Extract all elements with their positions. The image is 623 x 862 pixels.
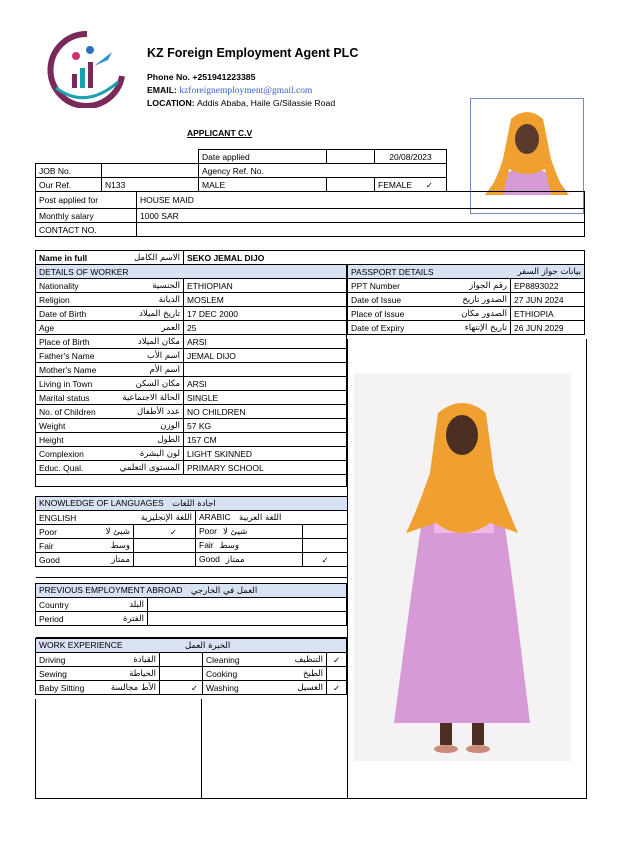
female-check: ✓ — [425, 179, 434, 190]
period-cell — [36, 612, 148, 626]
languages-title: KNOWLEDGE OF LANGUAGES — [39, 498, 164, 508]
country-label-ar: البلد — [129, 599, 144, 610]
work-skill-left-en: Sewing — [39, 668, 67, 679]
details-label: Living in Town — [39, 378, 93, 389]
details-label: Age — [39, 322, 55, 333]
passport-label-ar: تاريخ الإنتهاء — [464, 322, 507, 333]
details-value: ETHIOPIAN — [184, 279, 347, 293]
our-ref-value: N133 — [102, 178, 199, 192]
our-ref-label: Our Ref. — [36, 178, 102, 192]
languages-table — [35, 496, 348, 578]
details-value: PRIMARY SCHOOL — [184, 461, 347, 475]
english-level-check[interactable]: ✓ — [134, 525, 196, 539]
details-label-cell — [36, 335, 184, 349]
date-applied-value: 20/08/2023 — [375, 150, 447, 164]
language-levels — [36, 525, 348, 567]
details-rows — [36, 279, 347, 475]
english-level-label — [36, 539, 134, 553]
arabic-level-ar: وسط — [219, 541, 239, 551]
passport-label-cell — [348, 293, 511, 307]
details-label: Religion — [39, 294, 70, 305]
passport-label-cell — [348, 321, 511, 335]
date-applied-table — [198, 149, 447, 164]
previous-title-ar: العمل في الخارجي — [190, 586, 258, 596]
work-row — [36, 653, 347, 667]
period-label: Period — [39, 613, 64, 624]
work-skill-left-check[interactable] — [160, 653, 203, 667]
details-label: Complexion — [39, 448, 84, 459]
details-row — [36, 447, 347, 461]
language-level-row — [36, 553, 348, 567]
phone-line — [147, 72, 255, 82]
email-label: EMAIL: — [147, 85, 177, 95]
arabic-level-check[interactable] — [303, 539, 348, 553]
passport-label-cell — [348, 307, 511, 321]
arabic-level-check[interactable]: ✓ — [303, 553, 348, 567]
email-line — [147, 85, 312, 96]
email-link[interactable]: kzforeignemployment@gmail.com — [179, 86, 313, 96]
arabic-level-en: Fair — [199, 540, 214, 550]
details-row — [36, 321, 347, 335]
passport-label-ar: رقم الجواز — [469, 280, 507, 291]
work-skill-right-ar: الطبخ — [303, 668, 323, 679]
passport-row — [348, 279, 585, 293]
details-value: SINGLE — [184, 391, 347, 405]
details-label-ar: اسم الأب — [146, 350, 180, 361]
arabic-level-ar: ممتاز — [225, 555, 245, 565]
passport-value: ETHIOPIA — [511, 307, 585, 321]
english-header — [36, 511, 196, 525]
english-level-ar: شيئ لا — [105, 526, 130, 537]
details-row — [36, 377, 347, 391]
work-skill-left-en: Driving — [39, 654, 66, 665]
details-row — [36, 335, 347, 349]
job-no-value — [102, 164, 199, 178]
passport-label-cell — [348, 279, 511, 293]
post-label: Post applied for — [36, 192, 137, 209]
details-label-ar: الحالة الاجتماعية — [122, 392, 180, 403]
details-label-cell — [36, 447, 184, 461]
arabic-header — [196, 511, 348, 525]
location-label: LOCATION: — [147, 98, 195, 108]
previous-employment-table — [35, 583, 347, 638]
details-table — [35, 264, 347, 487]
details-label: Mother's Name — [39, 364, 97, 375]
work-skill-left — [36, 681, 160, 695]
name-label: Name in full — [39, 252, 88, 263]
details-label-cell — [36, 377, 184, 391]
details-label-cell — [36, 279, 184, 293]
passport-label: Date of Expiry — [351, 322, 405, 333]
english-level-en: Good — [39, 554, 60, 565]
work-skill-right-check[interactable]: ✓ — [327, 653, 347, 667]
contact-label: CONTACT NO. — [36, 223, 137, 237]
passport-row — [348, 307, 585, 321]
english-level-ar: وسط — [110, 540, 130, 551]
details-label-ar: العمر — [161, 322, 180, 333]
salary-label: Monthly salary — [36, 209, 137, 223]
agency-ref-label: Agency Ref. No. — [199, 164, 447, 178]
country-cell — [36, 598, 148, 612]
applicant-fullbody-icon — [354, 373, 571, 761]
work-title-cell — [36, 639, 347, 653]
applicant-photo-full — [354, 373, 571, 761]
details-label: No. of Children — [39, 406, 96, 417]
passport-label-ar: الصدور مكان — [461, 308, 507, 319]
details-label-ar: مكان السكن — [135, 378, 180, 389]
details-label-cell — [36, 307, 184, 321]
details-title: DETAILS OF WORKER — [36, 265, 347, 279]
details-label: Place of Birth — [39, 336, 90, 347]
passport-rows — [348, 279, 585, 335]
english-level-check[interactable] — [134, 539, 196, 553]
post-table — [35, 191, 585, 237]
arabic-level-ar: شيئ لا — [222, 527, 248, 537]
details-value: ARSI — [184, 335, 347, 349]
languages-title-ar: اجادة اللغات — [172, 499, 216, 509]
passport-value: EP8893022 — [511, 279, 585, 293]
passport-row — [348, 321, 585, 335]
passport-title-cell — [348, 265, 585, 279]
work-experience-table — [35, 638, 347, 695]
details-label-ar: المستوى التعلمي — [119, 462, 180, 473]
phone-label: Phone No. — [147, 72, 190, 82]
reference-table — [35, 163, 447, 192]
female-cell — [375, 178, 447, 192]
passport-label: PPT Number — [351, 280, 400, 291]
arabic-level-en: Good — [199, 554, 220, 564]
phone-value: +251941223385 — [192, 72, 256, 82]
male-check — [327, 178, 375, 192]
details-value: NO CHILDREN — [184, 405, 347, 419]
work-skill-right-en: Washing — [206, 682, 239, 693]
name-table — [35, 250, 585, 265]
details-label-ar: عدد الأطفال — [136, 406, 180, 417]
work-skill-right-check[interactable] — [327, 667, 347, 681]
details-label-cell — [36, 433, 184, 447]
details-value: 25 — [184, 321, 347, 335]
arabic-level-label — [196, 525, 303, 539]
location-line — [147, 98, 335, 108]
location-value: Addis Ababa, Haile G/Silassie Road — [197, 98, 336, 108]
passport-value: 26 JUN 2029 — [511, 321, 585, 335]
passport-title: PASSPORT DETAILS — [351, 266, 434, 277]
arabic-level-label — [196, 553, 303, 567]
work-skill-right — [203, 681, 327, 695]
details-label-ar: الديانة — [158, 294, 180, 305]
arabic-level-label — [196, 539, 303, 553]
details-row — [36, 349, 347, 363]
details-label: Educ. Qual. — [39, 462, 84, 473]
arabic-level-check[interactable] — [303, 525, 348, 539]
work-row — [36, 681, 347, 695]
work-skill-left-ar: القيادة — [133, 654, 156, 665]
work-skill-right-ar: الغسيل — [297, 682, 323, 693]
work-row — [36, 667, 347, 681]
name-label-cell — [36, 251, 184, 265]
details-label: Father's Name — [39, 350, 95, 361]
english-label: ENGLISH — [39, 512, 77, 523]
passport-value: 27 JUN 2024 — [511, 293, 585, 307]
country-value — [148, 598, 347, 612]
language-level-row — [36, 539, 348, 553]
details-value: JEMAL DIJO — [184, 349, 347, 363]
passport-label-ar: الصدور تاريخ — [462, 294, 507, 305]
work-skill-right-ar: التنظيف — [294, 654, 323, 665]
male-label: MALE — [199, 178, 327, 192]
english-level-label — [36, 525, 134, 539]
company-logo-icon — [46, 30, 128, 108]
details-value: LIGHT SKINNED — [184, 447, 347, 461]
passport-table — [347, 264, 585, 335]
details-label-ar: اسم الأم — [149, 364, 180, 375]
period-label-ar: الفترة — [123, 613, 144, 624]
details-row — [36, 433, 347, 447]
work-title-ar: الخبرة العمل — [184, 641, 231, 651]
salary-value: 1000 SAR — [137, 209, 585, 223]
work-rows — [36, 653, 347, 695]
country-label: Country — [39, 599, 69, 610]
contact-value — [137, 223, 585, 237]
work-skill-left-ar: الأط مجالسة — [110, 682, 156, 693]
details-label-cell — [36, 419, 184, 433]
passport-row — [348, 293, 585, 307]
arabic-label-ar: اللغة العربية — [239, 513, 282, 523]
details-value — [184, 363, 347, 377]
details-label-cell — [36, 461, 184, 475]
work-skill-left-check[interactable]: ✓ — [160, 681, 203, 695]
work-skill-left-check[interactable] — [160, 667, 203, 681]
english-level-label — [36, 553, 134, 567]
previous-title: PREVIOUS EMPLOYMENT ABROAD — [39, 585, 183, 595]
passport-label: Place of Issue — [351, 308, 405, 319]
details-label-cell — [36, 405, 184, 419]
work-skill-right-en: Cooking — [206, 668, 238, 679]
details-label-ar: الوزن — [160, 420, 180, 431]
details-value: 157 CM — [184, 433, 347, 447]
details-label: Date of Birth — [39, 308, 87, 319]
details-label-cell — [36, 363, 184, 377]
applicant-cv-title: APPLICANT C.V — [187, 128, 253, 138]
work-skill-right-check[interactable]: ✓ — [327, 681, 347, 695]
work-skill-right-en: Cleaning — [206, 654, 240, 665]
work-skill-right — [203, 667, 327, 681]
language-level-row — [36, 525, 348, 539]
work-skill-left — [36, 667, 160, 681]
details-label: Height — [39, 434, 64, 445]
details-row — [36, 363, 347, 377]
post-value: HOUSE MAID — [137, 192, 585, 209]
details-value: 57 KG — [184, 419, 347, 433]
passport-title-ar: بيانات جواز السفر — [517, 266, 581, 277]
details-row — [36, 307, 347, 321]
english-level-check[interactable] — [134, 553, 196, 567]
work-skill-right — [203, 653, 327, 667]
details-label-ar: الجنسية — [152, 280, 180, 291]
details-row — [36, 279, 347, 293]
work-empty-area — [35, 699, 348, 799]
date-applied-label: Date applied — [199, 150, 327, 164]
details-label-ar: الطول — [157, 434, 180, 445]
arabic-label: ARABIC — [199, 512, 231, 522]
previous-title-cell — [36, 584, 347, 598]
name-value: SEKO JEMAL DIJO — [184, 251, 585, 265]
details-label-cell — [36, 293, 184, 307]
passport-label: Date of Issue — [351, 294, 402, 305]
details-label-cell — [36, 391, 184, 405]
english-level-ar: ممتاز — [111, 554, 130, 565]
work-skill-left-en: Baby Sitting — [39, 682, 85, 693]
work-skill-left-ar: الخياطة — [129, 668, 156, 679]
english-label-ar: اللغة الإنجليزية — [140, 512, 192, 523]
details-label-ar: تاريخ الميلاد — [139, 308, 180, 319]
details-value: ARSI — [184, 377, 347, 391]
details-row — [36, 419, 347, 433]
details-value: MOSLEM — [184, 293, 347, 307]
languages-title-cell — [36, 497, 348, 511]
details-label-ar: مكان الميلاد — [137, 336, 180, 347]
details-row — [36, 461, 347, 475]
name-label-ar: الاسم الكامل — [134, 252, 180, 263]
details-label: Weight — [39, 420, 66, 431]
work-skill-left — [36, 653, 160, 667]
details-row — [36, 391, 347, 405]
details-label-ar: لون البشرة — [139, 448, 180, 459]
company-name: KZ Foreign Employment Agent PLC — [147, 46, 359, 60]
details-row — [36, 293, 347, 307]
english-level-en: Poor — [39, 526, 57, 537]
female-label: FEMALE — [378, 179, 413, 190]
details-label: Nationality — [39, 280, 79, 291]
details-label-cell — [36, 349, 184, 363]
english-level-en: Fair — [39, 540, 54, 551]
details-value: 17 DEC 2000 — [184, 307, 347, 321]
details-row — [36, 405, 347, 419]
work-title: WORK EXPERIENCE — [39, 640, 123, 650]
period-value — [148, 612, 347, 626]
details-label-cell — [36, 321, 184, 335]
details-label: Marital status — [39, 392, 90, 403]
arabic-level-en: Poor — [199, 526, 217, 536]
job-no-label: JOB No. — [36, 164, 102, 178]
